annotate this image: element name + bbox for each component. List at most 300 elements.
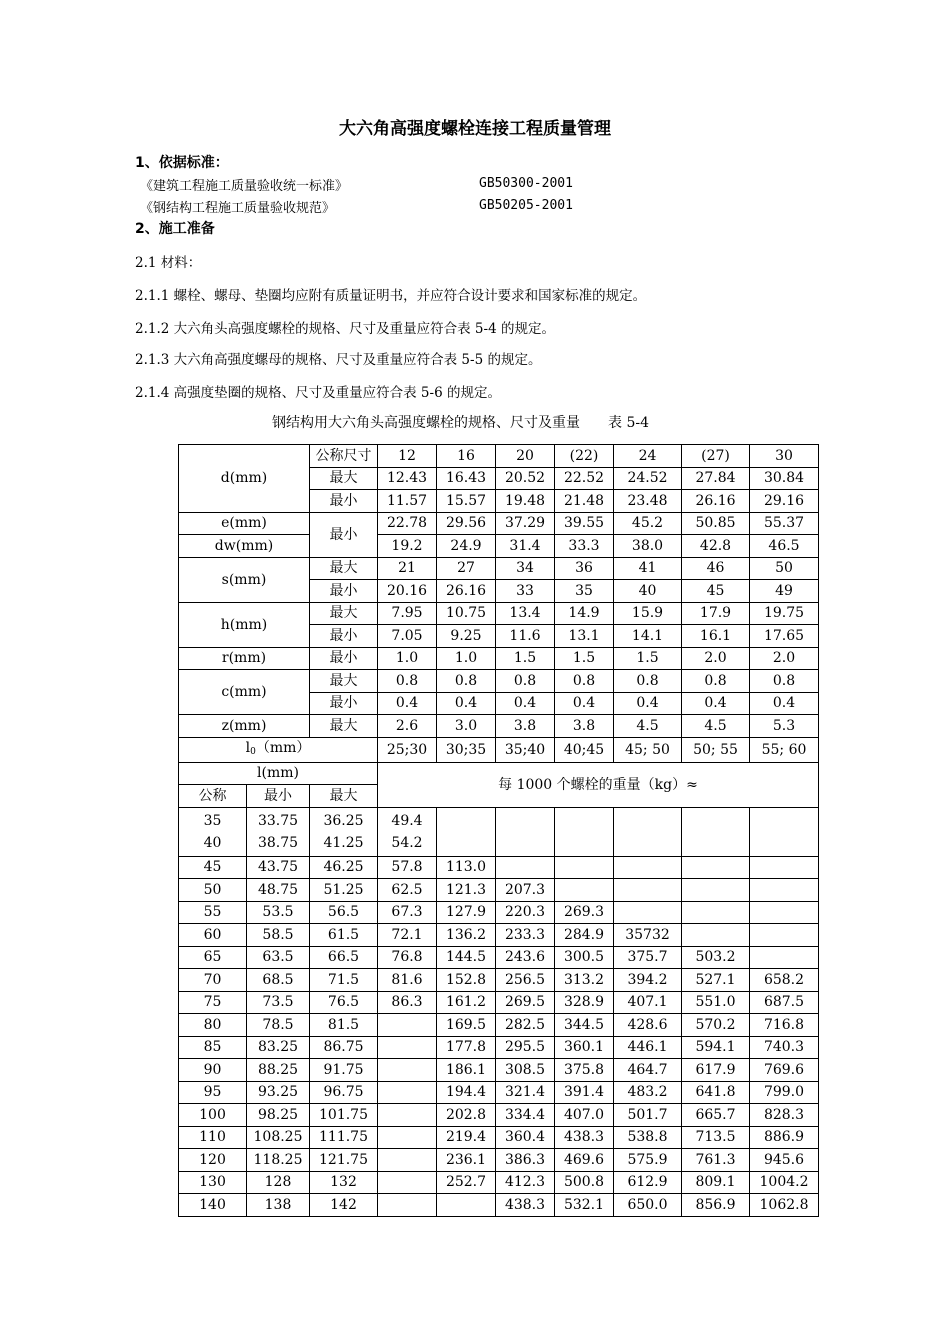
value-cell: 142: [310, 1194, 378, 1217]
value-cell: 88.25: [247, 1059, 310, 1082]
value-cell: 0.8: [496, 670, 555, 693]
value-cell: 219.4: [437, 1126, 496, 1149]
value-cell: 121.75: [310, 1149, 378, 1172]
max-label: 最大: [310, 602, 378, 625]
value-cell: 30.84: [750, 467, 819, 490]
value-cell: 50: [179, 879, 247, 902]
value-cell: 34: [496, 557, 555, 580]
value-cell: 93.25: [247, 1081, 310, 1104]
min-label: 最小: [310, 490, 378, 513]
value-line: 40: [203, 834, 222, 851]
table-row: [179, 535, 819, 558]
value-cell: [378, 1014, 437, 1037]
value-cell: 22.78: [378, 512, 437, 535]
value-cell: 58.5: [247, 924, 310, 947]
value-cell: 394.2: [614, 969, 682, 992]
value-cell: 761.3: [682, 1149, 750, 1172]
value-cell: 769.6: [750, 1059, 819, 1082]
table-row: [179, 737, 819, 762]
l0-subscript: 0: [250, 746, 256, 757]
value-cell: 86.75: [310, 1036, 378, 1059]
value-cell: 1062.8: [750, 1194, 819, 1217]
value-cell: 24.52: [614, 467, 682, 490]
value-cell: 740.3: [750, 1036, 819, 1059]
value-cell: 19.75: [750, 602, 819, 625]
value-cell: 7.95: [378, 602, 437, 625]
nominal-size-cell: 20: [496, 445, 555, 468]
table-row: [179, 1081, 819, 1104]
table-row: [179, 647, 819, 670]
col-max-label: 最大: [310, 785, 378, 808]
value-cell: 527.1: [682, 969, 750, 992]
empty-cell: [555, 807, 614, 856]
table-row: [179, 1014, 819, 1037]
value-cell: 81.5: [310, 1014, 378, 1037]
value-cell: 35: [555, 580, 614, 603]
value-cell: 41: [614, 557, 682, 580]
value-cell: 3.8: [496, 715, 555, 738]
nominal-size-cell: (27): [682, 445, 750, 468]
paragraph: 2.1.2 大六角头高强度螺栓的规格、尺寸及重量应符合表 5-4 的规定。: [135, 321, 555, 337]
value-cell: 76.5: [310, 991, 378, 1014]
value-cell: 252.7: [437, 1171, 496, 1194]
value-cell: 538.8: [614, 1126, 682, 1149]
value-cell: 70: [179, 969, 247, 992]
value-cell: 169.5: [437, 1014, 496, 1037]
value-cell: 49: [750, 580, 819, 603]
value-cell: 186.1: [437, 1059, 496, 1082]
value-cell: 1.5: [496, 647, 555, 670]
value-cell: 665.7: [682, 1104, 750, 1127]
value-cell: [496, 856, 555, 879]
table-row: [179, 715, 819, 738]
value-line: 35: [203, 812, 222, 829]
value-cell: 46.25: [310, 856, 378, 879]
value-cell: 501.7: [614, 1104, 682, 1127]
value-cell: 35;40: [496, 737, 555, 762]
value-cell: 55.37: [750, 512, 819, 535]
value-cell: 68.5: [247, 969, 310, 992]
paragraph: 2.1.1 螺栓、螺母、垫圈均应附有质量证明书，并应符合设计要求和国家标准的规定。: [135, 288, 647, 304]
value-cell: 716.8: [750, 1014, 819, 1037]
value-cell: 344.5: [555, 1014, 614, 1037]
value-cell: 945.6: [750, 1149, 819, 1172]
value-cell: 0.8: [378, 670, 437, 693]
value-cell: 11.6: [496, 625, 555, 648]
table-row: [179, 670, 819, 693]
value-cell: 66.5: [310, 946, 378, 969]
value-cell: [378, 1081, 437, 1104]
value-cell: 391.4: [555, 1081, 614, 1104]
value-line: 36.25: [323, 812, 364, 829]
value-cell: 98.25: [247, 1104, 310, 1127]
value-cell: 31.4: [496, 535, 555, 558]
value-cell: 101.75: [310, 1104, 378, 1127]
value-cell: 0.8: [614, 670, 682, 693]
table-row: [179, 1149, 819, 1172]
value-cell: 407.0: [555, 1104, 614, 1127]
value-cell: [682, 856, 750, 879]
table-row: [179, 1059, 819, 1082]
value-cell: 308.5: [496, 1059, 555, 1082]
value-cell: 22.52: [555, 467, 614, 490]
value-cell: 300.5: [555, 946, 614, 969]
value-cell: 27: [437, 557, 496, 580]
table-row: [179, 991, 819, 1014]
value-cell: [614, 856, 682, 879]
value-cell: 67.3: [378, 901, 437, 924]
value-line: 54.2: [391, 834, 423, 851]
value-cell: 48.75: [247, 879, 310, 902]
value-cell: 13.1: [555, 625, 614, 648]
value-cell: 144.5: [437, 946, 496, 969]
value-cell: 26.16: [682, 490, 750, 513]
value-cell: 80: [179, 1014, 247, 1037]
value-cell: [378, 1059, 437, 1082]
value-cell: 2.6: [378, 715, 437, 738]
value-cell: [378, 1171, 437, 1194]
col-min-label: 最小: [247, 785, 310, 808]
table-row: [179, 512, 819, 535]
value-cell: 177.8: [437, 1036, 496, 1059]
value-cell: [682, 901, 750, 924]
value-cell: 60: [179, 924, 247, 947]
value-cell: [179, 807, 247, 856]
l0-label: [179, 737, 378, 762]
value-cell: 500.8: [555, 1171, 614, 1194]
value-cell: 856.9: [682, 1194, 750, 1217]
value-cell: 375.7: [614, 946, 682, 969]
value-cell: 20.16: [378, 580, 437, 603]
value-cell: 36: [555, 557, 614, 580]
value-cell: 0.4: [378, 692, 437, 715]
value-cell: 83.25: [247, 1036, 310, 1059]
value-cell: 33: [496, 580, 555, 603]
value-cell: 202.8: [437, 1104, 496, 1127]
value-cell: 42.8: [682, 535, 750, 558]
value-cell: 110: [179, 1126, 247, 1149]
value-cell: 0.8: [750, 670, 819, 693]
value-cell: 0.4: [614, 692, 682, 715]
value-cell: [614, 901, 682, 924]
table-row: [179, 969, 819, 992]
section-2-heading: 2、施工准备: [135, 221, 215, 237]
value-cell: 29.56: [437, 512, 496, 535]
value-cell: 111.75: [310, 1126, 378, 1149]
value-cell: 17.65: [750, 625, 819, 648]
value-cell: 446.1: [614, 1036, 682, 1059]
value-cell: 313.2: [555, 969, 614, 992]
min-label: 最小: [310, 512, 378, 557]
table-caption: 钢结构用大六角头高强度螺栓的规格、尺寸及重量 表 5-4: [272, 415, 649, 431]
value-cell: 14.9: [555, 602, 614, 625]
value-cell: 503.2: [682, 946, 750, 969]
param-label: z(mm): [179, 715, 310, 738]
value-cell: 407.1: [614, 991, 682, 1014]
value-cell: 386.3: [496, 1149, 555, 1172]
table-row: [179, 856, 819, 879]
value-cell: 9.25: [437, 625, 496, 648]
value-cell: 76.8: [378, 946, 437, 969]
value-cell: 713.5: [682, 1126, 750, 1149]
value-cell: 1.5: [555, 647, 614, 670]
standard-name: 《钢结构工程施工质量验收规范》: [140, 201, 336, 216]
value-cell: 55: [179, 901, 247, 924]
value-cell: 45.2: [614, 512, 682, 535]
value-cell: 687.5: [750, 991, 819, 1014]
value-cell: 7.05: [378, 625, 437, 648]
value-cell: 1.0: [378, 647, 437, 670]
value-cell: 50: [750, 557, 819, 580]
value-cell: 138: [247, 1194, 310, 1217]
value-cell: 0.4: [682, 692, 750, 715]
value-cell: 233.3: [496, 924, 555, 947]
value-cell: 50; 55: [682, 737, 750, 762]
value-cell: 15.57: [437, 490, 496, 513]
value-cell: 375.8: [555, 1059, 614, 1082]
value-cell: 132: [310, 1171, 378, 1194]
value-cell: [378, 1126, 437, 1149]
page-title: 大六角高强度螺栓连接工程质量管理: [339, 119, 611, 139]
value-cell: 658.2: [750, 969, 819, 992]
value-cell: 612.9: [614, 1171, 682, 1194]
nominal-size-cell: 12: [378, 445, 437, 468]
value-cell: 4.5: [614, 715, 682, 738]
value-cell: 91.75: [310, 1059, 378, 1082]
value-cell: 50.85: [682, 512, 750, 535]
weight-header: 每 1000 个螺栓的重量（kg）≈: [378, 762, 819, 807]
value-cell: 0.4: [750, 692, 819, 715]
value-cell: 85: [179, 1036, 247, 1059]
param-label: s(mm): [179, 557, 310, 602]
table-row: [179, 1126, 819, 1149]
value-cell: 321.4: [496, 1081, 555, 1104]
value-cell: [750, 879, 819, 902]
value-cell: 118.25: [247, 1149, 310, 1172]
value-cell: 886.9: [750, 1126, 819, 1149]
value-cell: 37.29: [496, 512, 555, 535]
value-cell: 799.0: [750, 1081, 819, 1104]
value-cell: 75: [179, 991, 247, 1014]
value-cell: 108.25: [247, 1126, 310, 1149]
value-cell: 256.5: [496, 969, 555, 992]
value-cell: 236.1: [437, 1149, 496, 1172]
standard-code: GB50300-2001: [479, 176, 573, 191]
value-cell: 360.1: [555, 1036, 614, 1059]
value-cell: 194.4: [437, 1081, 496, 1104]
table-row: [179, 879, 819, 902]
value-cell: 61.5: [310, 924, 378, 947]
l0-symbol: l: [245, 739, 251, 756]
value-cell: [682, 879, 750, 902]
param-label: h(mm): [179, 602, 310, 647]
value-cell: [750, 856, 819, 879]
table-row: [179, 762, 819, 785]
value-cell: 26.16: [437, 580, 496, 603]
value-cell: 0.4: [496, 692, 555, 715]
value-cell: 100: [179, 1104, 247, 1127]
nominal-size-cell: (22): [555, 445, 614, 468]
value-cell: 15.9: [614, 602, 682, 625]
value-line: 49.4: [391, 812, 423, 829]
empty-cell: [496, 807, 555, 856]
empty-cell: [437, 807, 496, 856]
max-label: 最大: [310, 670, 378, 693]
value-line: 38.75: [257, 834, 299, 851]
value-cell: 24.9: [437, 535, 496, 558]
nominal-size-label: 公称尺寸: [310, 445, 378, 468]
value-cell: 282.5: [496, 1014, 555, 1037]
bolt-spec-table: [178, 444, 819, 1217]
value-cell: 161.2: [437, 991, 496, 1014]
value-cell: 334.4: [496, 1104, 555, 1127]
value-cell: 57.8: [378, 856, 437, 879]
value-cell: [378, 1149, 437, 1172]
max-label: 最大: [310, 557, 378, 580]
value-cell: [750, 924, 819, 947]
value-cell: 19.48: [496, 490, 555, 513]
value-cell: 14.1: [614, 625, 682, 648]
value-cell: [310, 807, 378, 856]
value-cell: 295.5: [496, 1036, 555, 1059]
value-cell: 63.5: [247, 946, 310, 969]
value-cell: 81.6: [378, 969, 437, 992]
table-row: [179, 807, 819, 856]
value-line: 41.25: [323, 834, 364, 851]
paragraph: 2.1 材料：: [135, 255, 202, 271]
param-label: dw(mm): [179, 535, 310, 558]
value-line: 33.75: [257, 812, 299, 829]
value-cell: 0.4: [437, 692, 496, 715]
value-cell: 469.6: [555, 1149, 614, 1172]
value-cell: 40: [614, 580, 682, 603]
min-label: 最小: [310, 692, 378, 715]
value-cell: 25;30: [378, 737, 437, 762]
value-cell: 2.0: [750, 647, 819, 670]
col-nominal-label: 公称: [179, 785, 247, 808]
value-cell: 78.5: [247, 1014, 310, 1037]
value-cell: 220.3: [496, 901, 555, 924]
value-cell: 4.5: [682, 715, 750, 738]
value-cell: 121.3: [437, 879, 496, 902]
value-cell: [378, 1194, 437, 1217]
value-cell: 96.75: [310, 1081, 378, 1104]
value-cell: 11.57: [378, 490, 437, 513]
value-cell: [247, 807, 310, 856]
value-cell: 55; 60: [750, 737, 819, 762]
table-row: [179, 1036, 819, 1059]
value-cell: 46.5: [750, 535, 819, 558]
value-cell: 40;45: [555, 737, 614, 762]
value-cell: 594.1: [682, 1036, 750, 1059]
table-row: [179, 445, 819, 468]
value-cell: 641.8: [682, 1081, 750, 1104]
param-label: d(mm): [179, 445, 310, 513]
value-cell: 128: [247, 1171, 310, 1194]
value-cell: 53.5: [247, 901, 310, 924]
value-cell: [378, 1104, 437, 1127]
value-cell: 1.5: [614, 647, 682, 670]
value-cell: 95: [179, 1081, 247, 1104]
value-cell: 551.0: [682, 991, 750, 1014]
value-cell: 30;35: [437, 737, 496, 762]
value-cell: 65: [179, 946, 247, 969]
value-cell: 464.7: [614, 1059, 682, 1082]
value-cell: 21: [378, 557, 437, 580]
nominal-size-cell: 30: [750, 445, 819, 468]
table-row: [179, 1104, 819, 1127]
table-row: [179, 1194, 819, 1217]
value-cell: [555, 856, 614, 879]
value-cell: 207.3: [496, 879, 555, 902]
value-cell: 16.1: [682, 625, 750, 648]
nominal-size-cell: 24: [614, 445, 682, 468]
value-cell: 269.5: [496, 991, 555, 1014]
value-cell: 10.75: [437, 602, 496, 625]
value-cell: 12.43: [378, 467, 437, 490]
value-cell: 43.75: [247, 856, 310, 879]
value-cell: 809.1: [682, 1171, 750, 1194]
value-cell: 532.1: [555, 1194, 614, 1217]
value-cell: 0.4: [555, 692, 614, 715]
value-cell: 0.8: [682, 670, 750, 693]
value-cell: [378, 807, 437, 856]
value-cell: [614, 879, 682, 902]
value-cell: 19.2: [378, 535, 437, 558]
value-cell: 127.9: [437, 901, 496, 924]
value-cell: 120: [179, 1149, 247, 1172]
value-cell: 3.0: [437, 715, 496, 738]
value-cell: 3.8: [555, 715, 614, 738]
paragraph: 2.1.4 高强度垫圈的规格、尺寸及重量应符合表 5-6 的规定。: [135, 385, 501, 401]
value-cell: 269.3: [555, 901, 614, 924]
value-cell: 0.8: [437, 670, 496, 693]
value-cell: 2.0: [682, 647, 750, 670]
value-cell: 20.52: [496, 467, 555, 490]
value-cell: 152.8: [437, 969, 496, 992]
value-cell: 284.9: [555, 924, 614, 947]
value-cell: 56.5: [310, 901, 378, 924]
value-cell: 828.3: [750, 1104, 819, 1127]
value-cell: 21.48: [555, 490, 614, 513]
value-cell: 62.5: [378, 879, 437, 902]
value-cell: 51.25: [310, 879, 378, 902]
table-row: [179, 924, 819, 947]
value-cell: [682, 924, 750, 947]
value-cell: 29.16: [750, 490, 819, 513]
value-cell: 71.5: [310, 969, 378, 992]
value-cell: 113.0: [437, 856, 496, 879]
value-cell: [555, 879, 614, 902]
value-cell: 5.3: [750, 715, 819, 738]
param-label: e(mm): [179, 512, 310, 535]
value-cell: 33.3: [555, 535, 614, 558]
max-label: 最大: [310, 467, 378, 490]
empty-cell: [614, 807, 682, 856]
value-cell: 35732: [614, 924, 682, 947]
table-row: [179, 946, 819, 969]
value-cell: 136.2: [437, 924, 496, 947]
value-cell: 438.3: [555, 1126, 614, 1149]
value-cell: 483.2: [614, 1081, 682, 1104]
value-cell: 650.0: [614, 1194, 682, 1217]
param-label: c(mm): [179, 670, 310, 715]
value-cell: [750, 946, 819, 969]
value-cell: 328.9: [555, 991, 614, 1014]
value-cell: 130: [179, 1171, 247, 1194]
standard-code: GB50205-2001: [479, 198, 573, 213]
value-cell: 27.84: [682, 467, 750, 490]
